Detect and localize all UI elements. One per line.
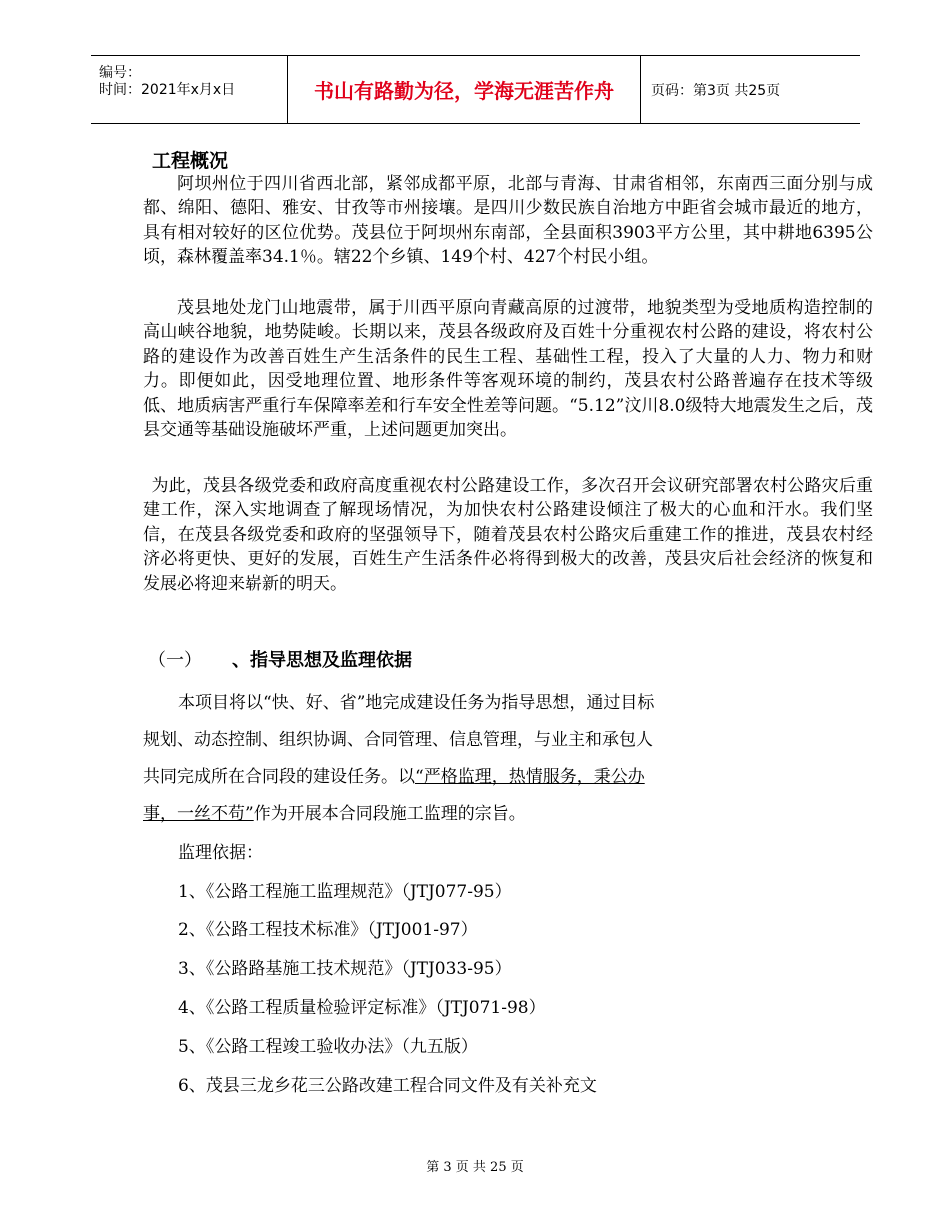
header-meta-cell	[91, 56, 288, 123]
basis-item: 4、《公路工程质量检验评定标准》（JTJ071-98）	[178, 998, 546, 1018]
guiding-line-4	[143, 799, 526, 824]
header-page-info: 页码：第3页 共25页	[651, 82, 781, 99]
guiding-line-3	[143, 762, 645, 787]
guiding-motto-underlined-1: “严格监理，热情服务，秉公办	[415, 767, 645, 787]
basis-label: 监理依据：	[178, 843, 263, 863]
guiding-line-3-text: 共同完成所在合同段的建设任务。以	[143, 767, 415, 787]
page-header	[91, 55, 860, 124]
page-footer: 第 3 页 共 25 页	[426, 1160, 524, 1175]
guiding-line-1: 本项目将以“快、好、省”地完成建设任务为指导思想，通过目标	[178, 693, 655, 713]
guiding-line-2: 规划、动态控制、组织协调、合同管理、信息管理，与业主和承包人	[143, 730, 653, 750]
section-title: 工程概况	[152, 150, 229, 172]
paragraph-terrain: 茂县地处龙门山地震带，属于川西平原向青藏高原的过渡带，地貌类型为受地质构造控制的高山峡谷地貌，地势陡峻。长期以来，茂县各级政府及百姓十分重视农村公路的建设，将农村公路的建设作为改善百姓生产生活条件的民生工程、基础性工程，投入了大量的人力、物力和财力。即便如此，因受地理位置、地形条件等客观环境的制约，茂县农村公路普遍存在技术等级低、地质病害严重行车保障率差和行车安全性差等问题。“5.12”汶川8.0级特大地震发生之后，茂县交通等基础设施破坏严重，上述问题更加突出。	[143, 298, 873, 441]
paragraph-commitment: 为此，茂县各级党委和政府高度重视农村公路建设工作，多次召开会议研究部署农村公路灾后重建工作，深入实地调查了解现场情况，为加快农村公路建设倾注了极大的心血和汗水。我们坚信，在茂县各级党委和政府的坚强领导下，随着茂县农村公路灾后重建工作的推进，茂县农村经济必将更快、更好的发展，百姓生产生活条件必将得到极大的改善，茂县灾后社会经济的恢复和发展必将迎来崭新的明天。	[143, 476, 873, 594]
basis-item: 6、茂县三龙乡花三公路改建工程合同文件及有关补充文	[178, 1076, 597, 1096]
header-motto: 书山有路勤为径，学海无涯苦作舟	[288, 56, 641, 123]
subsection-title: 、指导思想及监理依据	[232, 650, 412, 671]
basis-item: 3、《公路路基施工技术规范》（JTJ033-95）	[178, 959, 512, 979]
header-time-label: 时间：2021年x月x日	[99, 82, 236, 98]
basis-item: 1、《公路工程施工监理规范》（JTJ077-95）	[178, 882, 512, 902]
paragraph-overview: 阿坝州位于四川省西北部，紧邻成都平原，北部与青海、甘肃省相邻，东南西三面分别与成都、绵阳、德阳、雅安、甘孜等市州接壤。是四川少数民族自治地方中距省会城市最近的地方，具有相对较好的区位优势。茂县位于阿坝州东南部，全县面积3903平方公里，其中耕地6395公顷，森林覆盖率34.1％。辖22个乡镇、149个村、427个村民小组。	[143, 174, 873, 268]
subsection-number: （一）	[148, 650, 202, 671]
guiding-motto-underlined-2: 事，一丝不苟”	[143, 804, 254, 824]
basis-item: 2、《公路工程技术标准》（JTJ001-97）	[178, 920, 478, 940]
basis-item: 5、《公路工程竣工验收办法》（九五版）	[178, 1037, 478, 1057]
header-number-label: 编号：	[99, 65, 141, 81]
guiding-line-4-text: 作为开展本合同段施工监理的宗旨。	[253, 804, 526, 824]
